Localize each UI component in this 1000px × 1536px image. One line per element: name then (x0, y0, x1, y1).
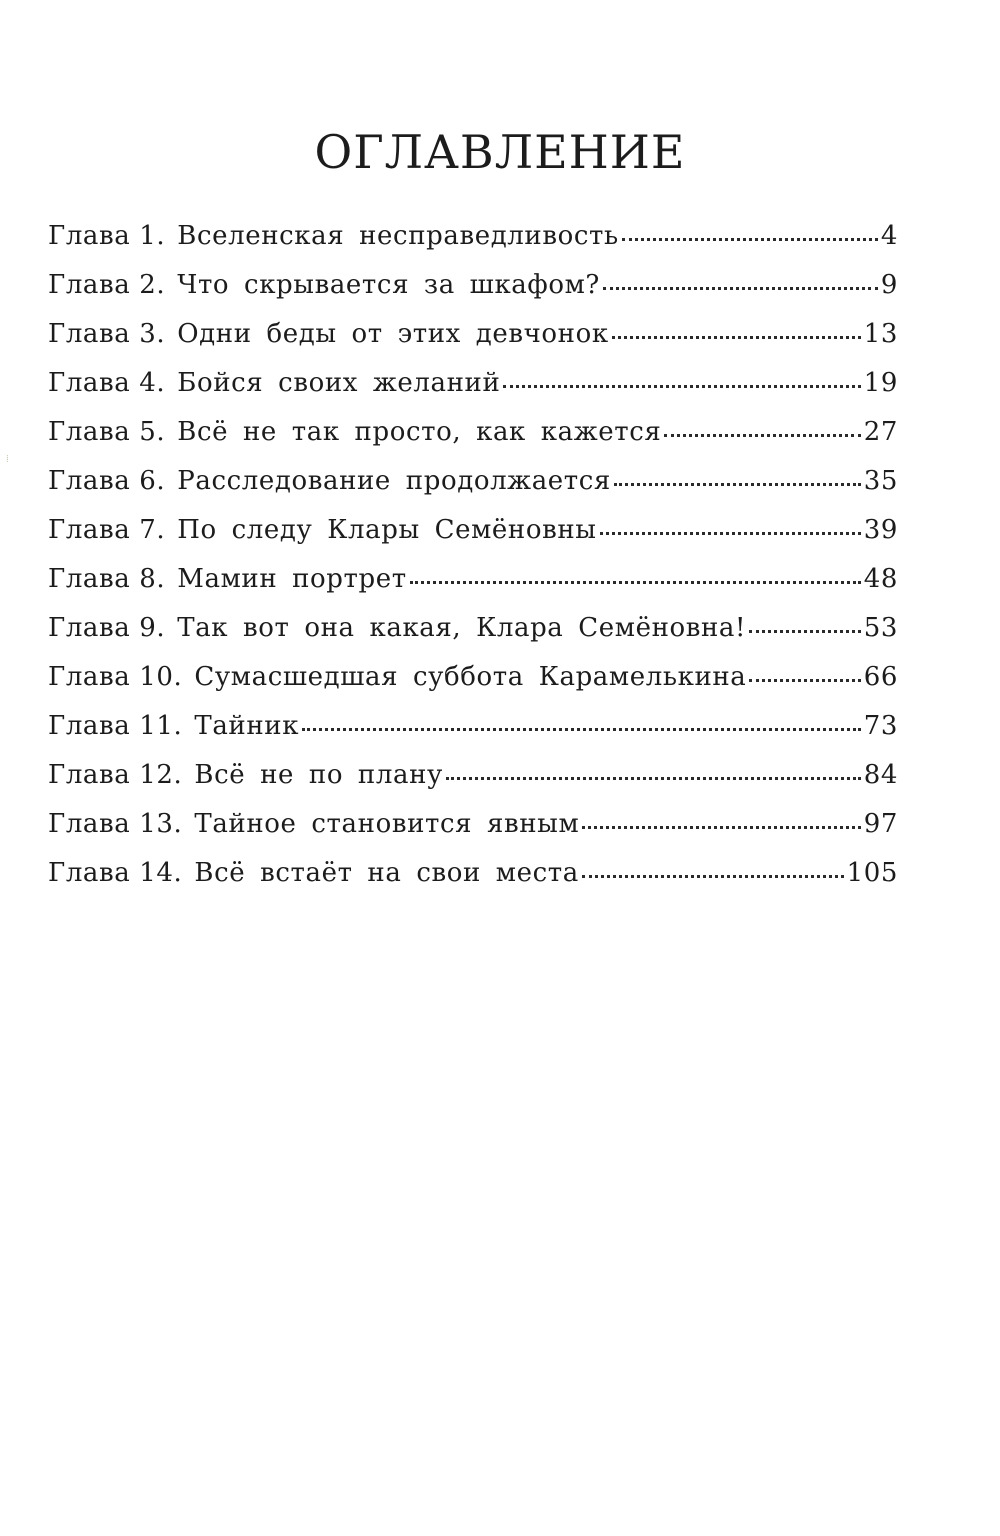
dot-leader (302, 727, 861, 731)
dot-leader (503, 384, 860, 388)
toc-entry (48, 653, 898, 702)
toc-entry (48, 506, 898, 555)
page-number: 4 (880, 221, 898, 251)
page-title: ОГЛАВЛЕНИЕ (314, 125, 686, 179)
toc-entry (48, 800, 898, 849)
chapter-label: Глава 13. (48, 809, 183, 839)
dot-leader (582, 825, 860, 829)
chapter-label: Глава 11. (48, 711, 183, 741)
chapter-label: Глава 6. (48, 466, 166, 496)
toc-entry (48, 604, 898, 653)
page-number: 73 (863, 711, 898, 741)
toc-entry (48, 261, 898, 310)
dot-leader (603, 286, 878, 290)
page-number: 48 (863, 564, 898, 594)
toc-entry (48, 359, 898, 408)
dot-leader (600, 531, 861, 535)
page-number: 39 (863, 515, 898, 545)
dot-leader (612, 335, 861, 339)
chapter-label: Глава 1. (48, 221, 166, 251)
chapter-label: Глава 12. (48, 760, 183, 790)
chapter-label: Глава 2. (48, 270, 166, 300)
chapter-label: Глава 14. (48, 858, 183, 888)
page-number: 13 (863, 319, 898, 349)
chapter-label: Глава 9. (48, 613, 166, 643)
table-of-contents (48, 212, 898, 898)
chapter-label: Глава 3. (48, 319, 166, 349)
chapter-title: Мамин портрет (177, 564, 407, 594)
toc-entry (48, 555, 898, 604)
chapter-title: Сумасшедшая суббота Карамелькина (194, 662, 747, 692)
toc-entry (48, 457, 898, 506)
dot-leader (622, 237, 878, 241)
chapter-label: Глава 4. (48, 368, 166, 398)
toc-entry (48, 408, 898, 457)
toc-entry (48, 849, 898, 898)
chapter-title: Вселенская несправедливость (177, 221, 619, 251)
chapter-title: Что скрывается за шкафом? (177, 270, 600, 300)
chapter-title: Так вот она какая, Клара Семёновна! (177, 613, 747, 643)
page-number: 66 (863, 662, 898, 692)
chapter-title: Всё не по плану (194, 760, 443, 790)
chapter-title: Расследование продолжается (177, 466, 611, 496)
dot-leader (749, 629, 861, 633)
page-number: 105 (846, 858, 898, 888)
dot-leader (664, 433, 860, 437)
toc-entry (48, 310, 898, 359)
dot-leader (410, 580, 861, 584)
chapter-label: Глава 5. (48, 417, 166, 447)
chapter-title: Тайное становится явным (194, 809, 580, 839)
page-number: 27 (863, 417, 898, 447)
dot-leader (749, 678, 860, 682)
toc-entry (48, 751, 898, 800)
chapter-label: Глава 7. (48, 515, 166, 545)
chapter-title: Всё не так просто, как кажется (177, 417, 662, 447)
chapter-label: Глава 8. (48, 564, 166, 594)
page-number: 19 (863, 368, 898, 398)
chapter-title: Бойся своих желаний (177, 368, 501, 398)
chapter-title: По следу Клары Семёновны (177, 515, 597, 545)
chapter-title: Одни беды от этих девчонок (177, 319, 609, 349)
page-number: 84 (863, 760, 898, 790)
chapter-label: Глава 10. (48, 662, 183, 692)
dot-leader (582, 874, 844, 878)
page-number: 35 (863, 466, 898, 496)
chapter-title: Всё встаёт на свои места (194, 858, 579, 888)
page-number: 53 (863, 613, 898, 643)
dot-leader (614, 482, 861, 486)
chapter-title: Тайник (194, 711, 300, 741)
paper-speck: ⁞ (6, 454, 9, 465)
page-number: 97 (863, 809, 898, 839)
dot-leader (446, 776, 861, 780)
toc-entry (48, 702, 898, 751)
page-number: 9 (880, 270, 898, 300)
toc-entry (48, 212, 898, 261)
